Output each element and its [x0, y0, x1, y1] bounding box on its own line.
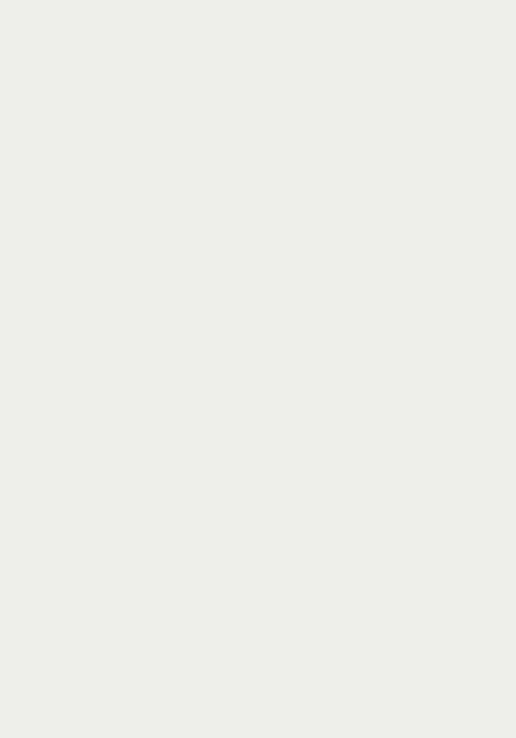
top-text-block: [36, 42, 502, 332]
bottom-text-block: [28, 392, 502, 662]
